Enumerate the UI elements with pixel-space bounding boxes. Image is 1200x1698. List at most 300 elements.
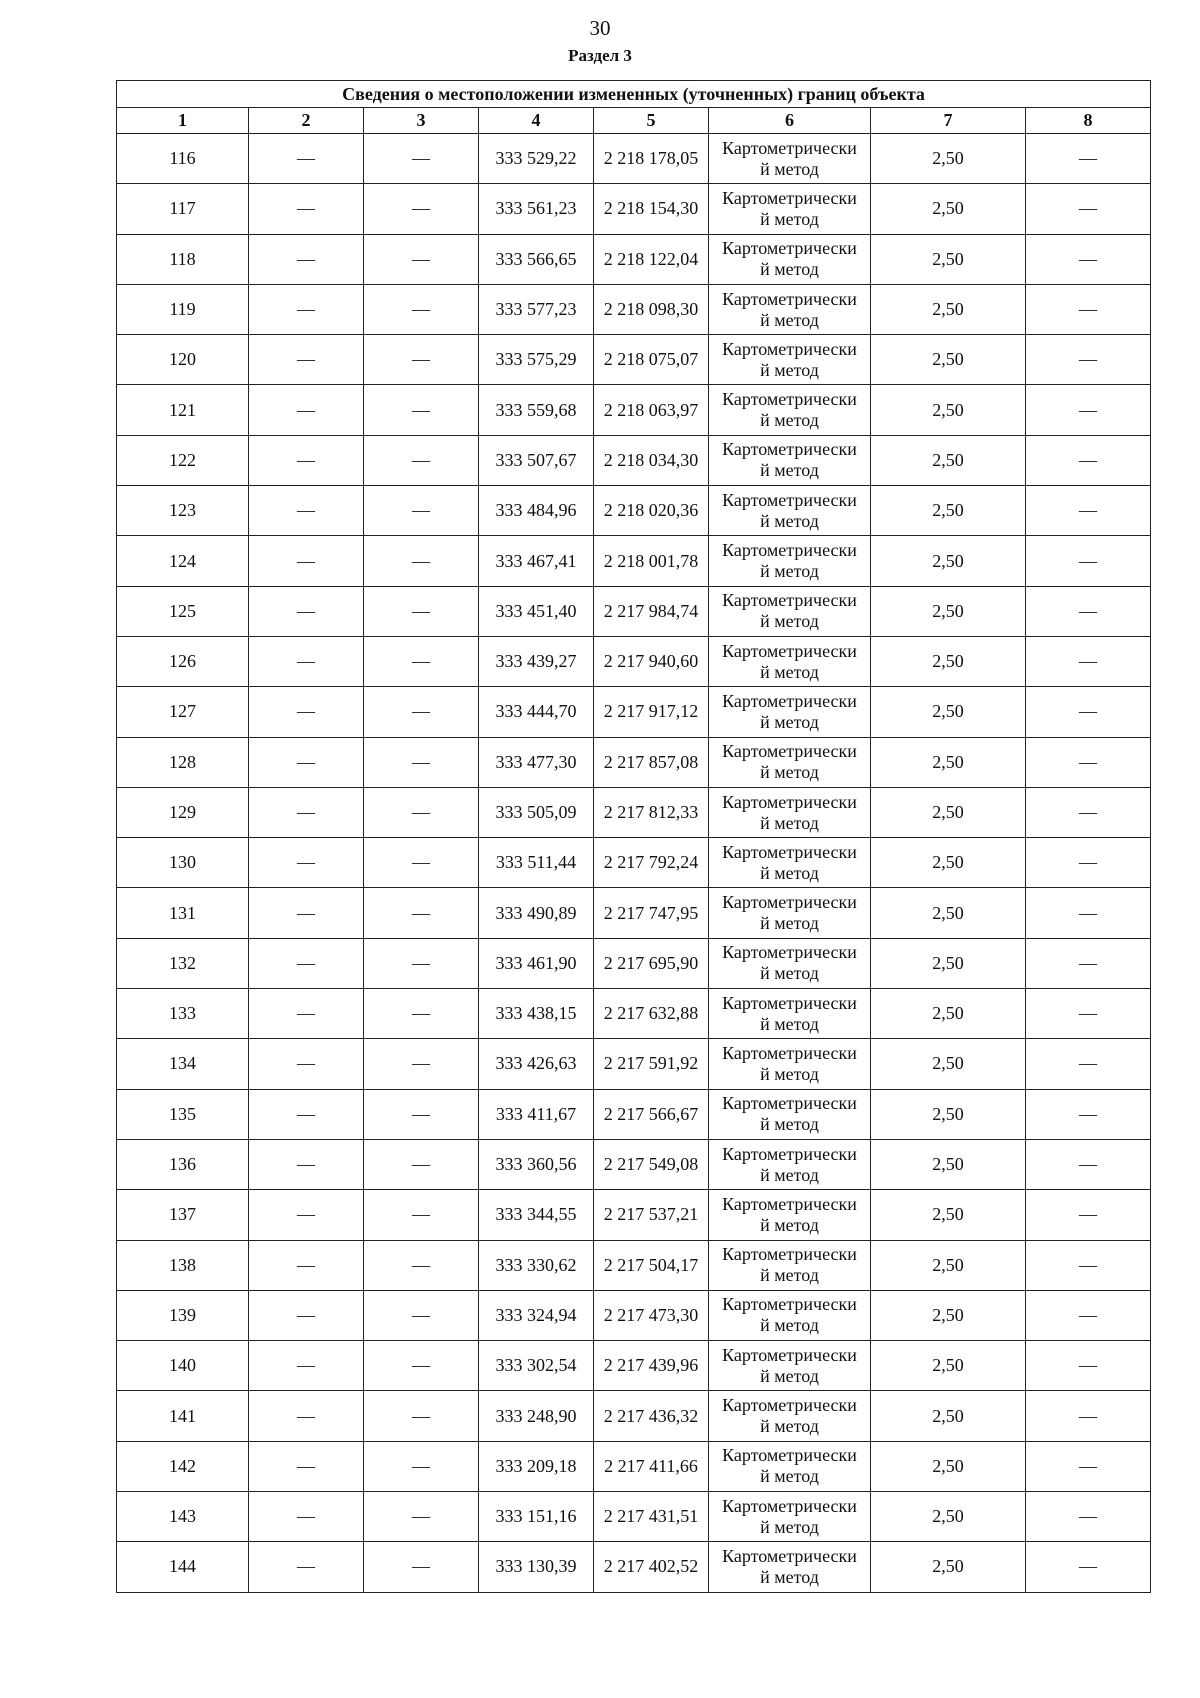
method-cell <box>709 888 871 938</box>
cell-col8: — <box>1026 1492 1151 1542</box>
method-cell <box>709 586 871 636</box>
point-number: 136 <box>117 1139 249 1189</box>
table-row <box>117 888 1151 938</box>
table-row <box>117 1039 1151 1089</box>
coordinate-y: 2 217 591,92 <box>594 1039 709 1089</box>
method-line-1: Картометрически <box>722 1143 857 1164</box>
coordinate-x: 333 248,90 <box>479 1391 594 1441</box>
table-row <box>117 586 1151 636</box>
method-line-2: й метод <box>760 460 819 481</box>
method-line-2: й метод <box>760 1063 819 1084</box>
column-header-3: 3 <box>364 108 479 134</box>
point-number: 135 <box>117 1089 249 1139</box>
cell-col8: — <box>1026 1240 1151 1290</box>
cell-col8: — <box>1026 989 1151 1039</box>
accuracy-value: 2,50 <box>871 536 1026 586</box>
point-number: 130 <box>117 838 249 888</box>
accuracy-value: 2,50 <box>871 335 1026 385</box>
coordinate-x: 333 360,56 <box>479 1139 594 1189</box>
method-cell <box>709 687 871 737</box>
point-number: 117 <box>117 184 249 234</box>
coordinate-x: 333 344,55 <box>479 1190 594 1240</box>
cell-col3: — <box>364 1492 479 1542</box>
cell-col3: — <box>364 435 479 485</box>
point-number: 133 <box>117 989 249 1039</box>
coordinate-x: 333 577,23 <box>479 284 594 334</box>
cell-col8: — <box>1026 636 1151 686</box>
method-line-2: й метод <box>760 862 819 883</box>
cell-col8: — <box>1026 435 1151 485</box>
column-number-row <box>117 108 1151 134</box>
point-number: 140 <box>117 1341 249 1391</box>
method-cell <box>709 1341 871 1391</box>
table-row <box>117 787 1151 837</box>
accuracy-value: 2,50 <box>871 1492 1026 1542</box>
coordinate-y: 2 218 063,97 <box>594 385 709 435</box>
coordinate-x: 333 490,89 <box>479 888 594 938</box>
cell-col2: — <box>249 385 364 435</box>
method-cell <box>709 134 871 184</box>
method-line-1: Картометрически <box>722 1545 857 1566</box>
page-number: 30 <box>589 16 611 40</box>
table-row <box>117 134 1151 184</box>
method-cell <box>709 1492 871 1542</box>
cell-col3: — <box>364 1240 479 1290</box>
method-line-1: Картометрически <box>722 489 857 510</box>
coordinate-y: 2 217 917,12 <box>594 687 709 737</box>
coordinate-y: 2 217 473,30 <box>594 1290 709 1340</box>
accuracy-value: 2,50 <box>871 1391 1026 1441</box>
method-line-2: й метод <box>760 1214 819 1235</box>
accuracy-value: 2,50 <box>871 1290 1026 1340</box>
coordinate-x: 333 324,94 <box>479 1290 594 1340</box>
coordinate-y: 2 217 632,88 <box>594 989 709 1039</box>
table-row <box>117 687 1151 737</box>
method-line-1: Картометрически <box>722 137 857 158</box>
coordinate-x: 333 151,16 <box>479 1492 594 1542</box>
method-cell <box>709 1391 871 1441</box>
table-row <box>117 435 1151 485</box>
coordinate-y: 2 217 566,67 <box>594 1089 709 1139</box>
cell-col2: — <box>249 486 364 536</box>
method-line-1: Картометрически <box>722 791 857 812</box>
method-cell <box>709 1039 871 1089</box>
accuracy-value: 2,50 <box>871 1089 1026 1139</box>
coordinate-x: 333 507,67 <box>479 435 594 485</box>
coordinate-y: 2 217 747,95 <box>594 888 709 938</box>
method-cell <box>709 1190 871 1240</box>
method-cell <box>709 486 871 536</box>
point-number: 123 <box>117 486 249 536</box>
table-row <box>117 989 1151 1039</box>
accuracy-value: 2,50 <box>871 385 1026 435</box>
accuracy-value: 2,50 <box>871 134 1026 184</box>
point-number: 139 <box>117 1290 249 1340</box>
point-number: 137 <box>117 1190 249 1240</box>
cell-col8: — <box>1026 938 1151 988</box>
method-cell <box>709 335 871 385</box>
accuracy-value: 2,50 <box>871 234 1026 284</box>
method-line-2: й метод <box>760 1114 819 1135</box>
cell-col2: — <box>249 1240 364 1290</box>
table-row <box>117 737 1151 787</box>
method-cell <box>709 1542 871 1592</box>
cell-col3: — <box>364 687 479 737</box>
table-row <box>117 636 1151 686</box>
method-line-2: й метод <box>760 259 819 280</box>
method-cell <box>709 737 871 787</box>
table-row <box>117 1341 1151 1391</box>
cell-col3: — <box>364 838 479 888</box>
method-line-1: Картометрически <box>722 1193 857 1214</box>
table-row <box>117 184 1151 234</box>
table-row <box>117 1139 1151 1189</box>
cell-col3: — <box>364 1391 479 1441</box>
coordinate-y: 2 218 098,30 <box>594 284 709 334</box>
cell-col8: — <box>1026 888 1151 938</box>
method-line-1: Картометрически <box>722 590 857 611</box>
method-line-2: й метод <box>760 561 819 582</box>
point-number: 120 <box>117 335 249 385</box>
coordinate-y: 2 217 549,08 <box>594 1139 709 1189</box>
coordinate-x: 333 444,70 <box>479 687 594 737</box>
point-number: 128 <box>117 737 249 787</box>
coordinate-x: 333 484,96 <box>479 486 594 536</box>
method-line-2: й метод <box>760 711 819 732</box>
cell-col8: — <box>1026 184 1151 234</box>
cell-col8: — <box>1026 737 1151 787</box>
cell-col8: — <box>1026 1039 1151 1089</box>
method-line-2: й метод <box>760 762 819 783</box>
method-line-1: Картометрически <box>722 1042 857 1063</box>
cell-col2: — <box>249 1139 364 1189</box>
point-number: 144 <box>117 1542 249 1592</box>
accuracy-value: 2,50 <box>871 1139 1026 1189</box>
point-number: 131 <box>117 888 249 938</box>
method-line-2: й метод <box>760 1265 819 1286</box>
coordinate-y: 2 218 122,04 <box>594 234 709 284</box>
point-number: 124 <box>117 536 249 586</box>
point-number: 132 <box>117 938 249 988</box>
coordinate-y: 2 217 402,52 <box>594 1542 709 1592</box>
table-row <box>117 938 1151 988</box>
cell-col2: — <box>249 1089 364 1139</box>
cell-col8: — <box>1026 1542 1151 1592</box>
coordinate-y: 2 218 020,36 <box>594 486 709 536</box>
method-line-2: й метод <box>760 1365 819 1386</box>
cell-col8: — <box>1026 1441 1151 1491</box>
cell-col2: — <box>249 1441 364 1491</box>
method-cell <box>709 1441 871 1491</box>
table-row <box>117 284 1151 334</box>
coordinate-y: 2 217 695,90 <box>594 938 709 988</box>
coordinate-x: 333 438,15 <box>479 989 594 1039</box>
accuracy-value: 2,50 <box>871 1441 1026 1491</box>
table-row <box>117 1190 1151 1240</box>
cell-col3: — <box>364 1290 479 1340</box>
coordinate-y: 2 218 178,05 <box>594 134 709 184</box>
coordinate-y: 2 217 537,21 <box>594 1190 709 1240</box>
column-header-5: 5 <box>594 108 709 134</box>
point-number: 125 <box>117 586 249 636</box>
cell-col3: — <box>364 234 479 284</box>
point-number: 142 <box>117 1441 249 1491</box>
method-line-1: Картометрически <box>722 841 857 862</box>
coordinate-y: 2 217 940,60 <box>594 636 709 686</box>
cell-col3: — <box>364 1089 479 1139</box>
point-number: 119 <box>117 284 249 334</box>
method-line-1: Картометрически <box>722 1445 857 1466</box>
cell-col2: — <box>249 737 364 787</box>
cell-col8: — <box>1026 134 1151 184</box>
point-number: 126 <box>117 636 249 686</box>
method-cell <box>709 838 871 888</box>
cell-col8: — <box>1026 335 1151 385</box>
method-cell <box>709 636 871 686</box>
coordinate-y: 2 217 431,51 <box>594 1492 709 1542</box>
accuracy-value: 2,50 <box>871 1039 1026 1089</box>
column-header-2: 2 <box>249 108 364 134</box>
method-line-1: Картометрически <box>722 238 857 259</box>
coordinate-y: 2 217 984,74 <box>594 586 709 636</box>
coordinate-y: 2 217 504,17 <box>594 1240 709 1290</box>
method-cell <box>709 385 871 435</box>
point-number: 122 <box>117 435 249 485</box>
method-line-2: й метод <box>760 913 819 934</box>
cell-col2: — <box>249 989 364 1039</box>
cell-col8: — <box>1026 385 1151 435</box>
table-row <box>117 385 1151 435</box>
coordinate-x: 333 451,40 <box>479 586 594 636</box>
cell-col8: — <box>1026 486 1151 536</box>
coordinate-x: 333 561,23 <box>479 184 594 234</box>
cell-col3: — <box>364 385 479 435</box>
method-line-2: й метод <box>760 158 819 179</box>
cell-col2: — <box>249 1290 364 1340</box>
method-line-2: й метод <box>760 309 819 330</box>
coordinate-y: 2 218 034,30 <box>594 435 709 485</box>
table-caption: Сведения о местоположении измененных (уточненных) границ объекта <box>117 81 1151 108</box>
method-line-1: Картометрически <box>722 1344 857 1365</box>
accuracy-value: 2,50 <box>871 838 1026 888</box>
point-number: 141 <box>117 1391 249 1441</box>
cell-col2: — <box>249 234 364 284</box>
coordinate-y: 2 217 792,24 <box>594 838 709 888</box>
coordinate-x: 333 505,09 <box>479 787 594 837</box>
cell-col2: — <box>249 335 364 385</box>
table-row <box>117 1391 1151 1441</box>
cell-col2: — <box>249 838 364 888</box>
cell-col3: — <box>364 1441 479 1491</box>
coordinates-table <box>116 80 1151 1593</box>
point-number: 143 <box>117 1492 249 1542</box>
coordinate-x: 333 559,68 <box>479 385 594 435</box>
method-line-1: Картометрически <box>722 992 857 1013</box>
coordinate-x: 333 302,54 <box>479 1341 594 1391</box>
table-row <box>117 234 1151 284</box>
table-row <box>117 1240 1151 1290</box>
cell-col3: — <box>364 787 479 837</box>
coordinate-x: 333 575,29 <box>479 335 594 385</box>
method-cell <box>709 1139 871 1189</box>
method-line-1: Картометрически <box>722 540 857 561</box>
cell-col2: — <box>249 536 364 586</box>
method-cell <box>709 787 871 837</box>
method-line-2: й метод <box>760 1013 819 1034</box>
accuracy-value: 2,50 <box>871 284 1026 334</box>
method-cell <box>709 536 871 586</box>
cell-col3: — <box>364 989 479 1039</box>
method-line-1: Картометрически <box>722 1495 857 1516</box>
accuracy-value: 2,50 <box>871 1341 1026 1391</box>
column-header-6: 6 <box>709 108 871 134</box>
cell-col8: — <box>1026 1341 1151 1391</box>
cell-col3: — <box>364 184 479 234</box>
cell-col2: — <box>249 787 364 837</box>
table-row <box>117 486 1151 536</box>
cell-col2: — <box>249 1039 364 1089</box>
method-line-2: й метод <box>760 812 819 833</box>
cell-col2: — <box>249 586 364 636</box>
method-line-2: й метод <box>760 1315 819 1336</box>
accuracy-value: 2,50 <box>871 486 1026 536</box>
accuracy-value: 2,50 <box>871 636 1026 686</box>
accuracy-value: 2,50 <box>871 1240 1026 1290</box>
cell-col2: — <box>249 687 364 737</box>
coordinate-x: 333 511,44 <box>479 838 594 888</box>
method-line-1: Картометрически <box>722 338 857 359</box>
coordinate-x: 333 529,22 <box>479 134 594 184</box>
cell-col3: — <box>364 586 479 636</box>
cell-col3: — <box>364 1341 479 1391</box>
method-cell <box>709 435 871 485</box>
cell-col2: — <box>249 1542 364 1592</box>
cell-col3: — <box>364 737 479 787</box>
cell-col2: — <box>249 1341 364 1391</box>
method-line-2: й метод <box>760 1164 819 1185</box>
method-cell <box>709 1240 871 1290</box>
method-line-2: й метод <box>760 1566 819 1587</box>
method-line-1: Картометрически <box>722 1395 857 1416</box>
table-row <box>117 1542 1151 1592</box>
method-line-1: Картометрически <box>722 892 857 913</box>
accuracy-value: 2,50 <box>871 1542 1026 1592</box>
coordinate-x: 333 467,41 <box>479 536 594 586</box>
method-cell <box>709 234 871 284</box>
cell-col8: — <box>1026 1290 1151 1340</box>
cell-col3: — <box>364 1139 479 1189</box>
cell-col8: — <box>1026 234 1151 284</box>
cell-col8: — <box>1026 787 1151 837</box>
method-line-2: й метод <box>760 510 819 531</box>
coordinate-x: 333 130,39 <box>479 1542 594 1592</box>
cell-col3: — <box>364 1190 479 1240</box>
column-header-8: 8 <box>1026 108 1151 134</box>
cell-col3: — <box>364 486 479 536</box>
table-row <box>117 1441 1151 1491</box>
coordinate-y: 2 218 154,30 <box>594 184 709 234</box>
point-number: 134 <box>117 1039 249 1089</box>
cell-col2: — <box>249 636 364 686</box>
accuracy-value: 2,50 <box>871 737 1026 787</box>
accuracy-value: 2,50 <box>871 586 1026 636</box>
point-number: 118 <box>117 234 249 284</box>
cell-col2: — <box>249 184 364 234</box>
cell-col3: — <box>364 284 479 334</box>
accuracy-value: 2,50 <box>871 687 1026 737</box>
cell-col8: — <box>1026 687 1151 737</box>
cell-col8: — <box>1026 1391 1151 1441</box>
cell-col2: — <box>249 1190 364 1240</box>
cell-col8: — <box>1026 1190 1151 1240</box>
method-cell <box>709 938 871 988</box>
coordinate-x: 333 426,63 <box>479 1039 594 1089</box>
method-line-1: Картометрически <box>722 389 857 410</box>
accuracy-value: 2,50 <box>871 938 1026 988</box>
coordinate-x: 333 439,27 <box>479 636 594 686</box>
cell-col2: — <box>249 938 364 988</box>
cell-col2: — <box>249 888 364 938</box>
coordinate-y: 2 217 411,66 <box>594 1441 709 1491</box>
table-row <box>117 1492 1151 1542</box>
cell-col3: — <box>364 636 479 686</box>
method-line-2: й метод <box>760 410 819 431</box>
method-line-2: й метод <box>760 1416 819 1437</box>
method-cell <box>709 1089 871 1139</box>
accuracy-value: 2,50 <box>871 184 1026 234</box>
coordinate-x: 333 461,90 <box>479 938 594 988</box>
accuracy-value: 2,50 <box>871 787 1026 837</box>
accuracy-value: 2,50 <box>871 989 1026 1039</box>
column-header-1: 1 <box>117 108 249 134</box>
coordinate-y: 2 217 812,33 <box>594 787 709 837</box>
point-number: 121 <box>117 385 249 435</box>
cell-col3: — <box>364 1039 479 1089</box>
cell-col2: — <box>249 134 364 184</box>
method-cell <box>709 1290 871 1340</box>
method-cell <box>709 284 871 334</box>
point-number: 116 <box>117 134 249 184</box>
coordinate-y: 2 217 857,08 <box>594 737 709 787</box>
coordinate-x: 333 330,62 <box>479 1240 594 1290</box>
coordinate-x: 333 411,67 <box>479 1089 594 1139</box>
cell-col8: — <box>1026 838 1151 888</box>
coordinate-y: 2 217 439,96 <box>594 1341 709 1391</box>
cell-col3: — <box>364 536 479 586</box>
method-line-1: Картометрически <box>722 640 857 661</box>
cell-col2: — <box>249 435 364 485</box>
point-number: 129 <box>117 787 249 837</box>
table-body <box>117 134 1151 1593</box>
cell-col3: — <box>364 134 479 184</box>
cell-col8: — <box>1026 586 1151 636</box>
coordinate-y: 2 218 075,07 <box>594 335 709 385</box>
column-header-7: 7 <box>871 108 1026 134</box>
cell-col8: — <box>1026 1139 1151 1189</box>
cell-col2: — <box>249 1492 364 1542</box>
cell-col2: — <box>249 284 364 334</box>
table-row <box>117 838 1151 888</box>
method-line-2: й метод <box>760 1516 819 1537</box>
cell-col3: — <box>364 888 479 938</box>
method-line-2: й метод <box>760 661 819 682</box>
method-cell <box>709 989 871 1039</box>
method-line-2: й метод <box>760 963 819 984</box>
coordinate-x: 333 209,18 <box>479 1441 594 1491</box>
point-number: 138 <box>117 1240 249 1290</box>
cell-col3: — <box>364 1542 479 1592</box>
accuracy-value: 2,50 <box>871 1190 1026 1240</box>
